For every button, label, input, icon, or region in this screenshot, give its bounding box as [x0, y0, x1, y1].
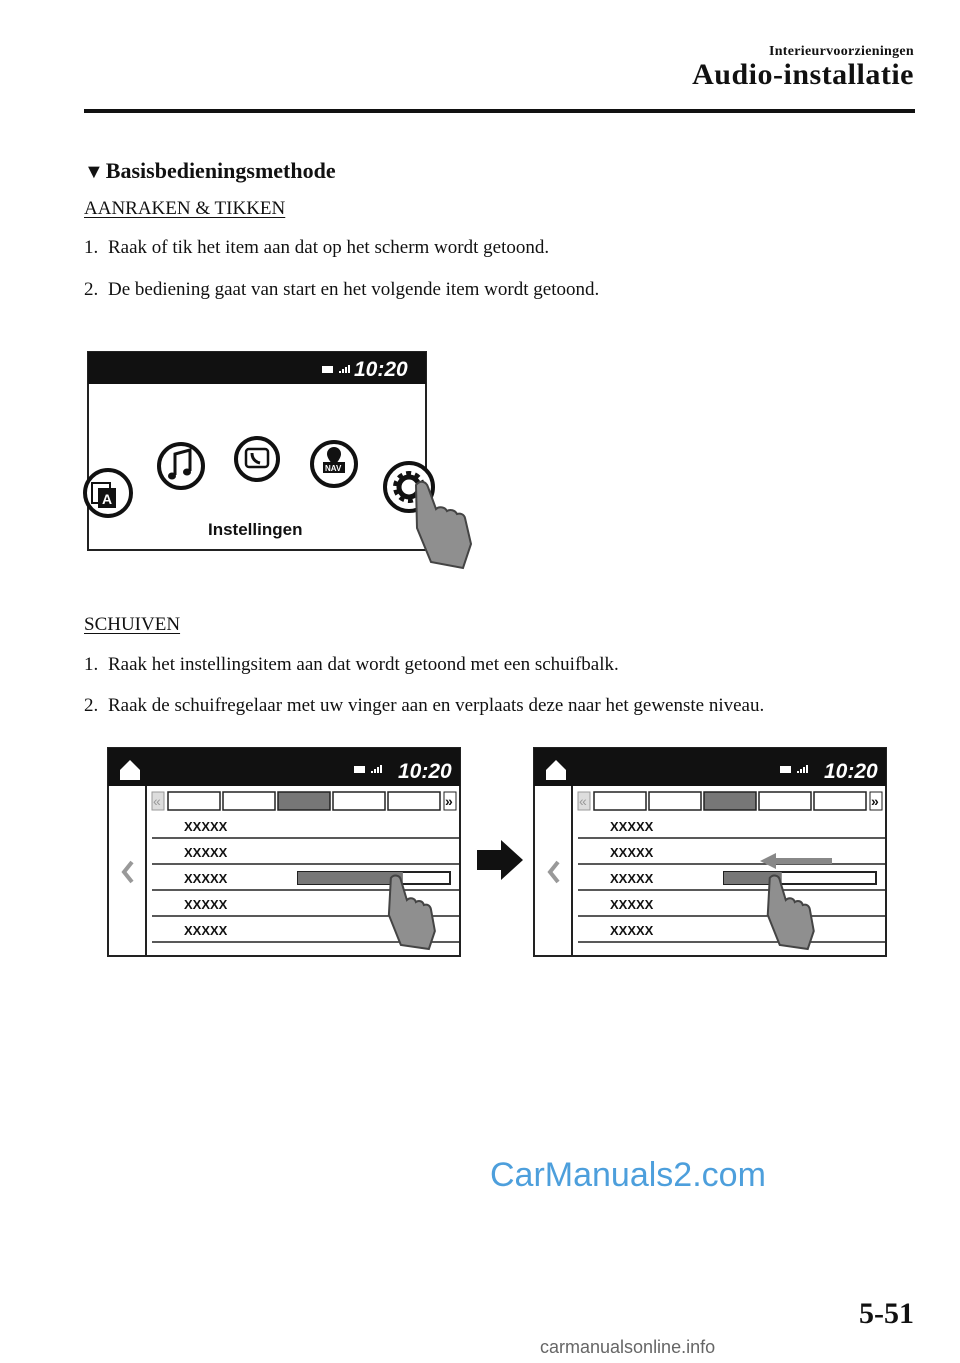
finger-hand: [416, 482, 471, 568]
footer-url: carmanualsonline.info: [540, 1337, 716, 1357]
applications-icon[interactable]: [85, 470, 131, 516]
row-label: XXXXX: [610, 923, 654, 938]
row-label: XXXXX: [184, 845, 228, 860]
row-label: XXXXX: [184, 923, 228, 938]
row-label: XXXXX: [184, 819, 228, 834]
chevron-left-icon: «: [153, 793, 161, 809]
slide-heading: SCHUIVEN: [84, 614, 181, 635]
chevron-right-icon: »: [445, 793, 453, 809]
tab-4[interactable]: [333, 792, 385, 810]
touch-step-2: [84, 279, 599, 301]
tab-5[interactable]: [814, 792, 866, 810]
row-label: XXXXX: [610, 897, 654, 912]
triangle-icon: ▼: [84, 161, 104, 183]
slide-arrow-shaft: [774, 858, 832, 864]
tab-2[interactable]: [649, 792, 701, 810]
row-label: XXXXX: [184, 897, 228, 912]
phone-icon[interactable]: [236, 438, 278, 480]
slider-screen-before: [108, 748, 460, 956]
row-label: XXXXX: [610, 819, 654, 834]
slide-step-2: [84, 695, 764, 717]
nav-badge: NAV: [325, 464, 342, 473]
clock-text: 10:20: [354, 358, 408, 381]
page-number: 5-51: [859, 1297, 914, 1330]
step-text: De bediening gaat van start en het volgende item wordt getoond.: [108, 279, 600, 300]
row-label: XXXXX: [610, 871, 654, 886]
battery-icon: [322, 366, 333, 373]
tab-5[interactable]: [388, 792, 440, 810]
slider-screen-after: [534, 748, 886, 956]
chevron-left-icon: «: [579, 793, 587, 809]
row-label: XXXXX: [610, 845, 654, 860]
app-badge: A: [102, 491, 113, 507]
tab-1[interactable]: [168, 792, 220, 810]
transition-arrow-icon: [477, 840, 523, 880]
settings-label: Instellingen: [208, 520, 303, 539]
header-rule: [84, 109, 915, 113]
step-text: Raak de schuifregelaar met uw vinger aan en verplaats deze naar het gewenste niveau.: [108, 695, 765, 716]
chevron-right-icon: »: [871, 793, 879, 809]
touch-screen-illustration: [80, 345, 480, 580]
chapter-title: Interieurvoorzieningen: [768, 44, 914, 59]
step-number: 1.: [84, 237, 99, 258]
touch-step-1: [84, 237, 549, 259]
touch-heading: AANRAKEN & TIKKEN: [84, 198, 286, 219]
watermark-logo: CarManuals2.com: [490, 1156, 766, 1194]
tab-3[interactable]: [278, 792, 330, 810]
clock-text: 10:20: [398, 760, 452, 783]
page-heading: [84, 158, 336, 184]
step-number: 2.: [84, 279, 99, 300]
slider-fill: [298, 872, 403, 884]
row-label: XXXXX: [184, 871, 228, 886]
slide-step-1: [84, 654, 619, 676]
tab-2[interactable]: [223, 792, 275, 810]
tab-3[interactable]: [704, 792, 756, 810]
navigation-icon[interactable]: [312, 442, 356, 486]
section-title: Audio-installatie: [692, 58, 914, 91]
music-icon[interactable]: [159, 444, 203, 488]
clock-text: 10:20: [824, 760, 878, 783]
step-number: 1.: [84, 654, 99, 675]
step-text: Raak of tik het item aan dat op het scherm wordt getoond.: [108, 237, 550, 258]
battery-icon: [780, 766, 791, 773]
page-heading-text: Basisbedieningsmethode: [105, 158, 336, 183]
step-text: Raak het instellingsitem aan dat wordt getoond met een schuifbalk.: [108, 654, 619, 675]
slide-screens-illustration: [100, 740, 900, 970]
battery-icon: [354, 766, 365, 773]
tab-1[interactable]: [594, 792, 646, 810]
step-number: 2.: [84, 695, 99, 716]
tab-4[interactable]: [759, 792, 811, 810]
